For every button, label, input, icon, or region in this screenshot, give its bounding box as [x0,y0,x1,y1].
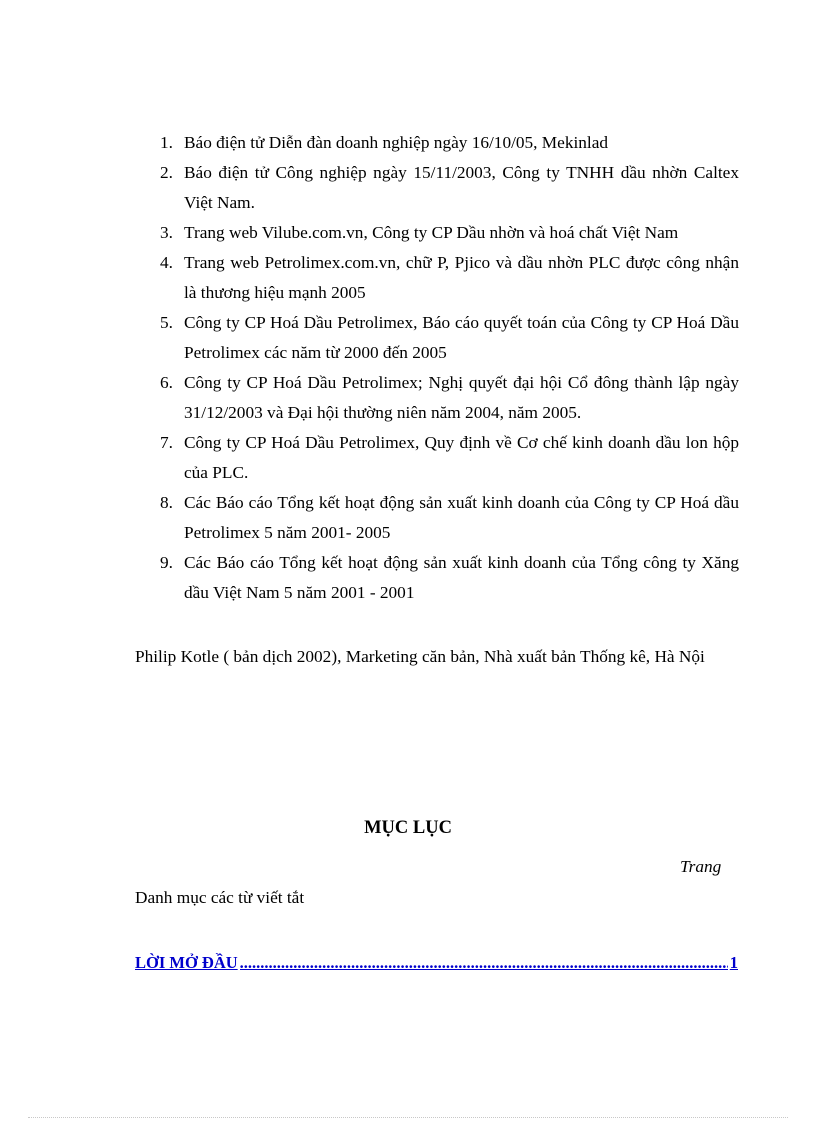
reference-list [135,128,739,608]
reference-item [135,368,739,428]
reference-item [135,218,739,248]
reference-item [135,428,739,488]
reference-text: Công ty CP Hoá Dầu Petrolimex, Quy định về Cơ chế kinh doanh dầu lon hộp của PLC. [184,433,739,482]
reference-number: 3. [160,223,173,242]
toc-entry-label: LỜI MỞ ĐẦU [135,953,238,972]
reference-item [135,158,739,218]
reference-number: 6. [160,373,173,392]
toc-entry-link[interactable] [135,953,738,973]
reference-text: Trang web Vilube.com.vn, Công ty CP Dầu nhờn và hoá chất Việt Nam [184,223,679,242]
reference-text: Công ty CP Hoá Dầu Petrolimex, Báo cáo quyết toán của Công ty CP Hoá Dầu Petrolimex các năm từ 2000 đến 2005 [184,313,739,362]
reference-item [135,488,739,548]
toc-entry-page: 1 [729,953,738,972]
reference-number: 2. [160,163,173,182]
reference-item [135,548,739,608]
reference-number: 5. [160,313,173,332]
toc-dot-leader [240,953,728,973]
reference-number: 7. [160,433,173,452]
reference-number: 8. [160,493,173,512]
toc-page-header: Trang [680,857,722,876]
reference-item [135,248,739,308]
reference-text: Báo điện tử Diễn đàn doanh nghiệp ngày 16/10/05, Mekinlad [184,133,609,152]
toc-title: MỤC LỤC [364,818,452,838]
page-bottom-divider [28,1117,788,1118]
toc-abbreviations: Danh mục các từ viết tắt [135,888,305,907]
reference-text: Báo điện tử Công nghiệp ngày 15/11/2003, Công ty TNHH dầu nhờn Caltex Việt Nam. [184,163,739,212]
reference-item [135,128,739,158]
reference-text: Các Báo cáo Tổng kết hoạt động sản xuất kinh doanh của Công ty CP Hoá dầu Petrolimex 5 năm 2001- 2005 [184,493,739,542]
reference-number: 4. [160,253,173,272]
reference-number: 1. [160,133,173,152]
reference-text: Trang web Petrolimex.com.vn, chữ P, Pjico và dầu nhờn PLC được công nhận là thương hiệu mạnh 2005 [184,253,739,302]
reference-number: 9. [160,553,173,572]
reference-text: Các Báo cáo Tổng kết hoạt động sản xuất kinh doanh của Tổng công ty Xăng dầu Việt Nam 5 năm 2001 - 2001 [184,553,739,602]
extra-reference: Philip Kotle ( bản dịch 2002), Marketing căn bản, Nhà xuất bản Thống kê, Hà Nội [135,647,705,666]
reference-item [135,308,739,368]
reference-text: Công ty CP Hoá Dầu Petrolimex; Nghị quyết đại hội Cổ đông thành lập ngày 31/12/2003 và Đại hội thường niên năm 2004, năm 2005. [184,373,739,422]
